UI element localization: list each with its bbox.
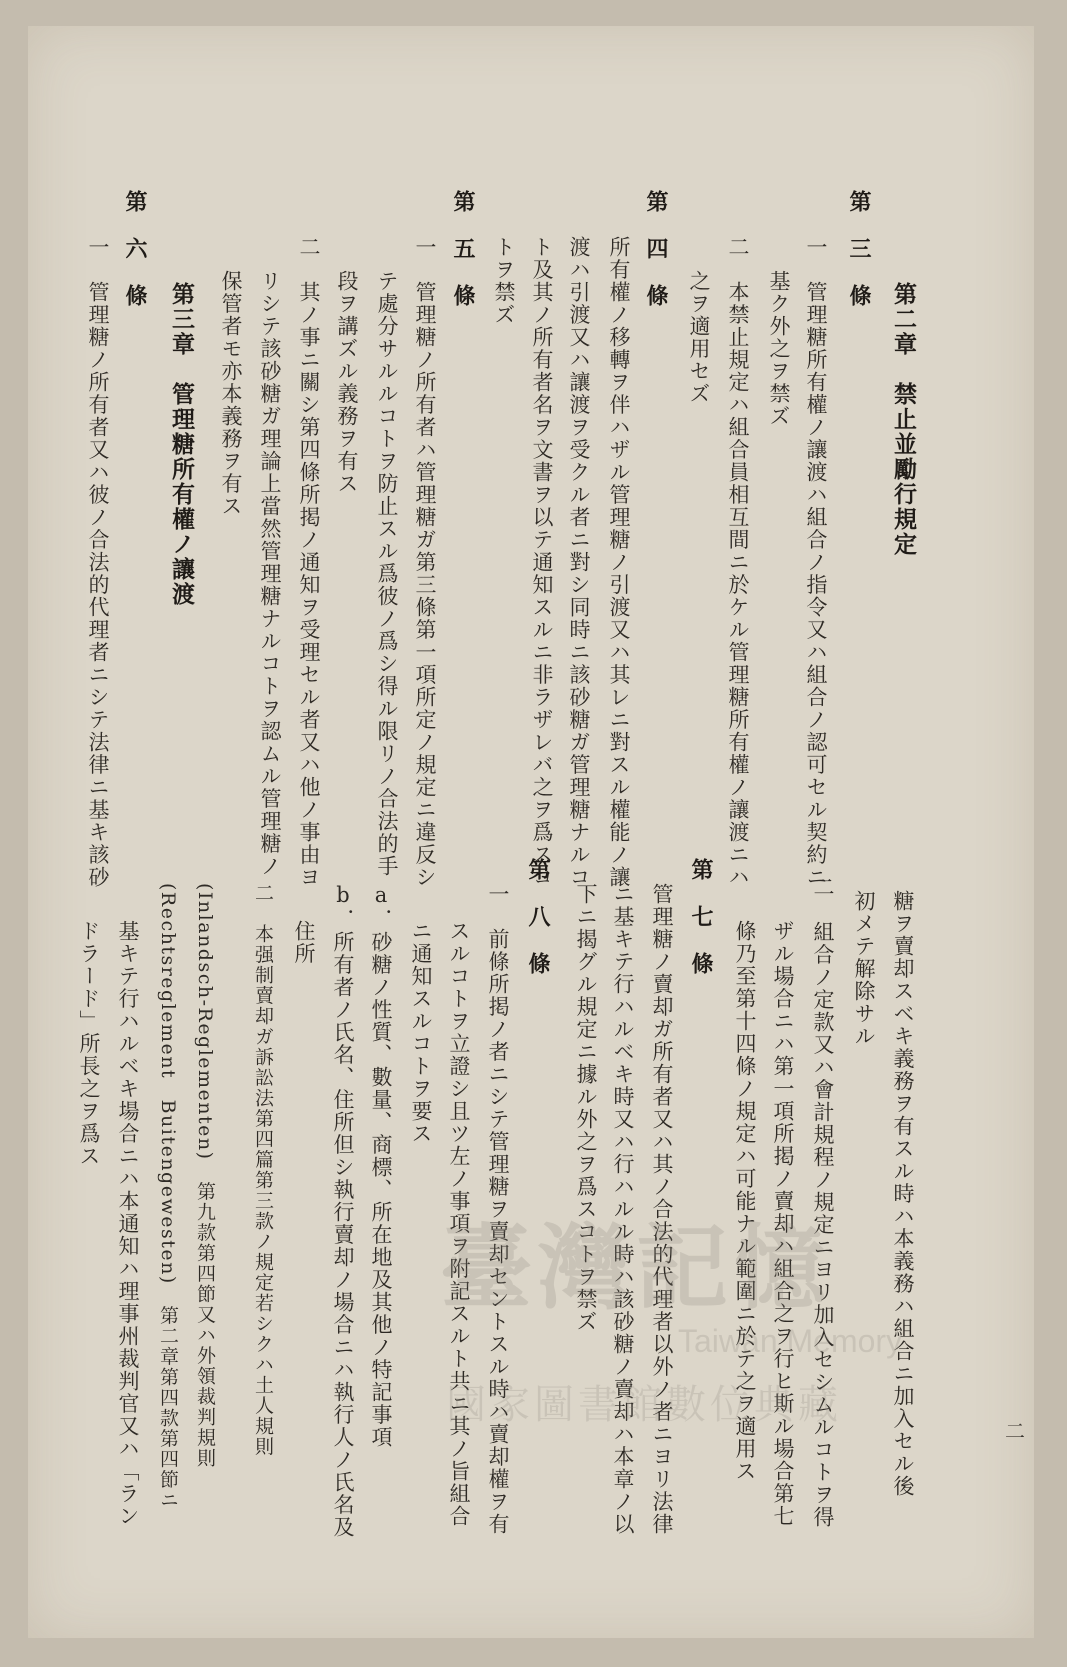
article-8-item-a: a．砂糖ノ性質、數量、商標、所在地及其他ノ特記事項 (369, 883, 393, 1449)
article-6-para-2b: ザル場合ニハ第一項所掲ノ賣却ハ組合之ヲ行ヒ斯ル場合第七 (771, 920, 795, 1528)
article-7-line-1: 管理糖ノ賣却ガ所有者又ハ其ノ合法的代理者以外ノ者ニヨリ法律 (650, 883, 674, 1536)
article-3-para-2b: 之ヲ適用セズ (687, 270, 711, 405)
article-6-heading: 第 六 條 (122, 190, 148, 308)
article-8-para-1c: ニ通知スルコトヲ要ス (409, 920, 433, 1145)
article-7-line-3: 下ニ揭グル規定ニ據ル外之ヲ爲スコトヲ禁ズ (574, 883, 598, 1333)
article-8-item-b-2: 住所 (292, 920, 316, 965)
article-6-para-2a: 二 組合ノ定款又ハ會計規程ノ規定ニヨリ加入セシムルコトヲ得 (811, 876, 835, 1529)
article-8-para-1a: 一 前條所掲ノ者ニシテ管理糖ヲ賣却セントスル時ハ賣却權ヲ有 (486, 883, 510, 1536)
article-3-heading: 第 三 條 (846, 190, 872, 308)
article-4-line-2: 渡ハ引渡又ハ讓渡ヲ受クル者ニ對シ同時ニ該砂糖ガ管理糖ナルコ (567, 236, 591, 889)
article-5-para-1c: 段ヲ講ズル義務ヲ有ス (335, 270, 359, 495)
article-5-para-2b: リシテ該砂糖ガ理論上當然管理糖ナルコトヲ認ムル管理糖ノ (258, 270, 282, 878)
article-8-item-b-1: b．所有者ノ氏名、住所但シ執行賣却ノ場合ニハ執行人ノ氏名及 (331, 883, 355, 1539)
article-6-para-2c: 條乃至第十四條ノ規定ハ可能ナル範圍ニ於テ之ヲ適用ス (733, 920, 757, 1483)
article-8-para-2c: (Rechtsreglement Buitengewesten) 第二章第四款第四節ニ (157, 883, 179, 1511)
article-3-para-2a: 二 本禁止規定ハ組合員相互間ニ於ケル管理糖所有權ノ讓渡ニハ (726, 236, 750, 889)
article-8-para-1b: スルコトヲ立證シ且ツ左ノ事項ヲ附記スルト共ニ其ノ旨組合 (447, 920, 471, 1528)
chapter-heading: 第二章 禁止並勵行規定 (890, 282, 917, 557)
article-4-heading: 第 四 條 (643, 190, 669, 308)
article-5-para-2a: 二 其ノ事ニ關シ第四條所掲ノ通知ヲ受理セル者又ハ他ノ事由ヨ (297, 236, 321, 889)
article-5-para-2c: 保管者モ亦本義務ヲ有ス (219, 270, 243, 518)
article-3-para-1b: 基ク外之ヲ禁ズ (767, 270, 791, 428)
article-4-line-3: ト及其ノ所有者名ヲ文書ヲ以テ通知スルニ非ラザレバ之ヲ爲スコ (530, 236, 554, 889)
article-7-line-2: ニ基キテ行ハルベキ時又ハ行ハルル時ハ該砂糖ノ賣却ハ本章ノ以 (611, 883, 635, 1536)
chapter-3-heading: 第三章 管理糖所有權ノ讓渡 (168, 282, 195, 607)
article-6-para-1a: 一 管理糖ノ所有者又ハ彼ノ合法的代理者ニシテ法律ニ基キ該砂 (86, 236, 110, 889)
cont-line-1: 糖ヲ賣却スベキ義務ヲ有スル時ハ本義務ハ組合ニ加入セル後 (891, 890, 915, 1498)
article-7-heading: 第 七 條 (688, 858, 714, 976)
article-8-para-2b: (Inlandsch-Reglementen) 第九款第四節又ハ外領裁判規則 (194, 883, 216, 1469)
article-5-para-1b: テ處分サルルコトヲ防止スル爲彼ノ爲シ得ル限リノ合法的手 (375, 270, 399, 878)
article-8-para-2e: ドラード」所長之ヲ爲ス (77, 920, 101, 1168)
article-5-heading: 第 五 條 (450, 190, 476, 308)
article-8-heading: 第 八 條 (525, 858, 551, 976)
article-8-para-2a: 二 本强制賣却ガ訴訟法第四篇第三款ノ規定若シクハ土人規則 (252, 883, 274, 1457)
article-3-para-1a: 一 管理糖所有權ノ讓渡ハ組合ノ指令又ハ組合ノ認可セル契約ニ (804, 236, 828, 889)
page-number: 二 (1005, 1419, 1025, 1443)
article-5-para-1a: 一 管理糖ノ所有者ハ管理糖ガ第三條第一項所定ノ規定ニ違反シ (413, 236, 437, 889)
watermark-english: Taiwan Memory (678, 1323, 903, 1359)
article-4-line-1: 所有權ノ移轉ヲ伴ハザル管理糖ノ引渡又ハ其レニ對スル權能ノ讓 (607, 236, 631, 889)
article-4-line-4: トヲ禁ズ (492, 236, 516, 326)
watermark-title: 臺灣記憶 (440, 1214, 833, 1322)
watermark-subtitle: 國家圖書館數位典藏 (446, 1382, 842, 1428)
article-8-para-2d: 基キテ行ハルベキ場合ニハ本通知ハ理事州裁判官又ハ「ラン (116, 920, 140, 1528)
cont-line-2: 初メテ解除サル (852, 890, 876, 1048)
